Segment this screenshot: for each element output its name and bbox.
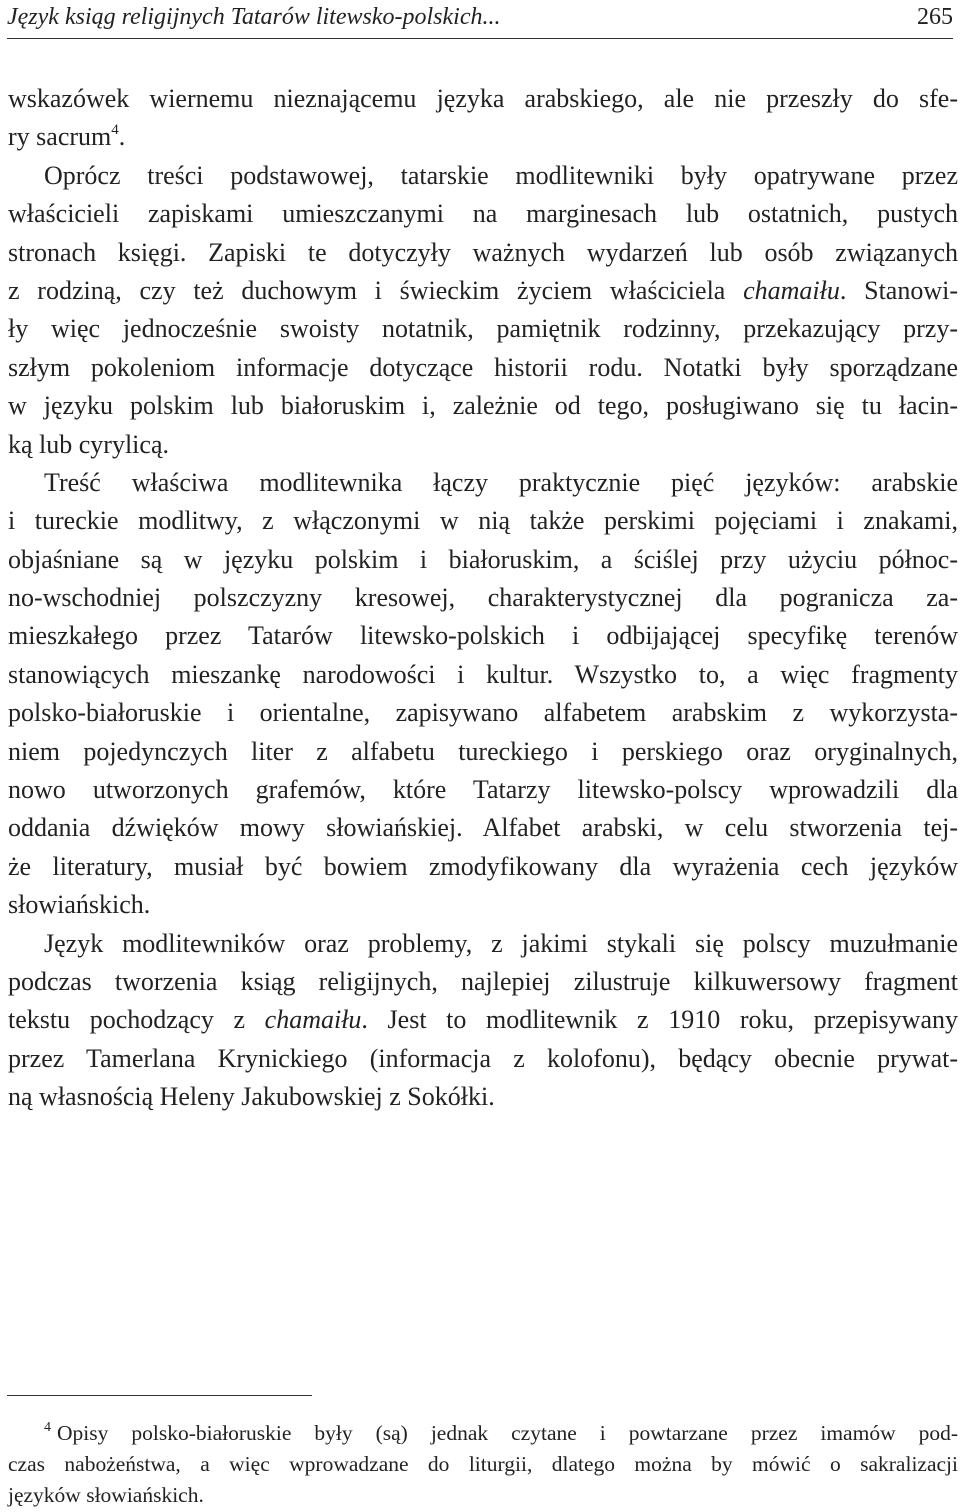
text-line: szłym pokoleniom informacje dotyczące historii rodu. Notatki były sporządzane [8,352,958,382]
text-line: Treść właściwa modlitewnika łączy praktycznie pięć języków: arabskie [44,467,958,497]
footnote-line: czas nabożeństwa, a więc wprowadzane do liturgii, dlatego można by mówić o sakralizacji [8,1452,958,1476]
footnote-divider [7,1395,312,1396]
text-line: mieszkałego przez Tatarów litewsko-polskich i odbijającej specyfikę terenów [8,621,958,651]
text-line: no-wschodniej polszczyzny kresowej, charakterystycznej dla pogranicza za- [8,583,958,613]
text-line: oddania dźwięków mowy słowiańskiej. Alfabet arabski, w celu stworzenia tej- [8,813,958,843]
text-line: tekstu pochodzący z chamaiłu. Jest to modlitewnik z 1910 roku, przepisywany [8,1005,958,1035]
text-line: właścicieli zapiskami umieszczanymi na marginesach lub ostatnich, pustych [8,199,958,229]
text-line: objaśniane są w języku polskim i białoruskim, a ściślej przy użyciu północ- [8,544,958,574]
text-line: wskazówek wiernemu nieznającemu języka arabskiego, ale nie przeszły do sfe- [8,84,958,113]
footnote [8,1418,958,1511]
text-line: słowiańskich. [8,890,151,920]
text-line: ły więc jednocześnie swoisty notatnik, pamiętnik rodzinny, przekazujący przy- [8,314,958,344]
text-line: niem pojedynczych liter z alfabetu tureckiego i perskiego oraz oryginalnych, [8,736,958,766]
running-title: Język ksiąg religijnych Tatarów litewsko-polskich... [7,4,501,30]
page-number: 265 [917,4,953,30]
text-line: w języku polskim lub białoruskim i, zależnie od tego, posługiwano się tu łacin- [8,391,958,421]
text-line: nowo utworzonych grafemów, które Tatarzy litewsko-polscy wprowadzili dla [8,775,958,805]
text-line: podczas tworzenia ksiąg religijnych, najlepiej zilustruje kilkuwersowy fragment [8,966,958,996]
text-line: przez Tamerlana Krynickiego (informacja z kolofonu), będący obecnie prywat- [8,1043,958,1073]
footnote-line: języków słowiańskich. [8,1483,204,1507]
italic-term: chamaiłu [264,1005,362,1035]
text-line: i tureckie modlitwy, z włączonymi w nią także perskimi pojęciami i znakami, [8,506,958,536]
text-line: Oprócz treści podstawowej, tatarskie modlitewniki były opatrywane przez [44,160,958,190]
text-line: z rodziną, czy też duchowym i świeckim życiem właściciela chamaiłu. Stanowi- [8,275,958,305]
text-line: ną własnością Heleny Jakubowskiej z Sokółki. [8,1082,495,1112]
footnote-line: $^4$ Opisy polsko-białoruskie były (są) jednak czytane i powtarzane przez imamów pod- [44,1420,958,1445]
text-line: stanowiących mieszankę narodowości i kultur. Wszystko to, a więc fragmenty [8,659,958,689]
text-line: ką lub cyrylicą. [8,429,169,459]
text-line: polsko-białoruskie i orientalne, zapisywano alfabetem arabskim z wykorzysta- [8,698,958,728]
main-text [8,80,958,1117]
page-header [7,0,953,39]
text-line: ry sacrum$^4$. [8,121,126,152]
footnote-reference: 4 [111,121,119,138]
text-line: stronach księgi. Zapiski te dotyczyły ważnych wydarzeń lub osób związanych [8,237,958,267]
italic-term: chamaiłu [743,275,840,305]
text-line: Język modlitewników oraz problemy, z jakimi stykali się polscy muzułmanie [44,928,958,958]
footnote-number: 4 [44,1420,51,1435]
text-line: że literatury, musiał być bowiem zmodyfikowany dla wyrażenia cech języków [8,851,958,881]
